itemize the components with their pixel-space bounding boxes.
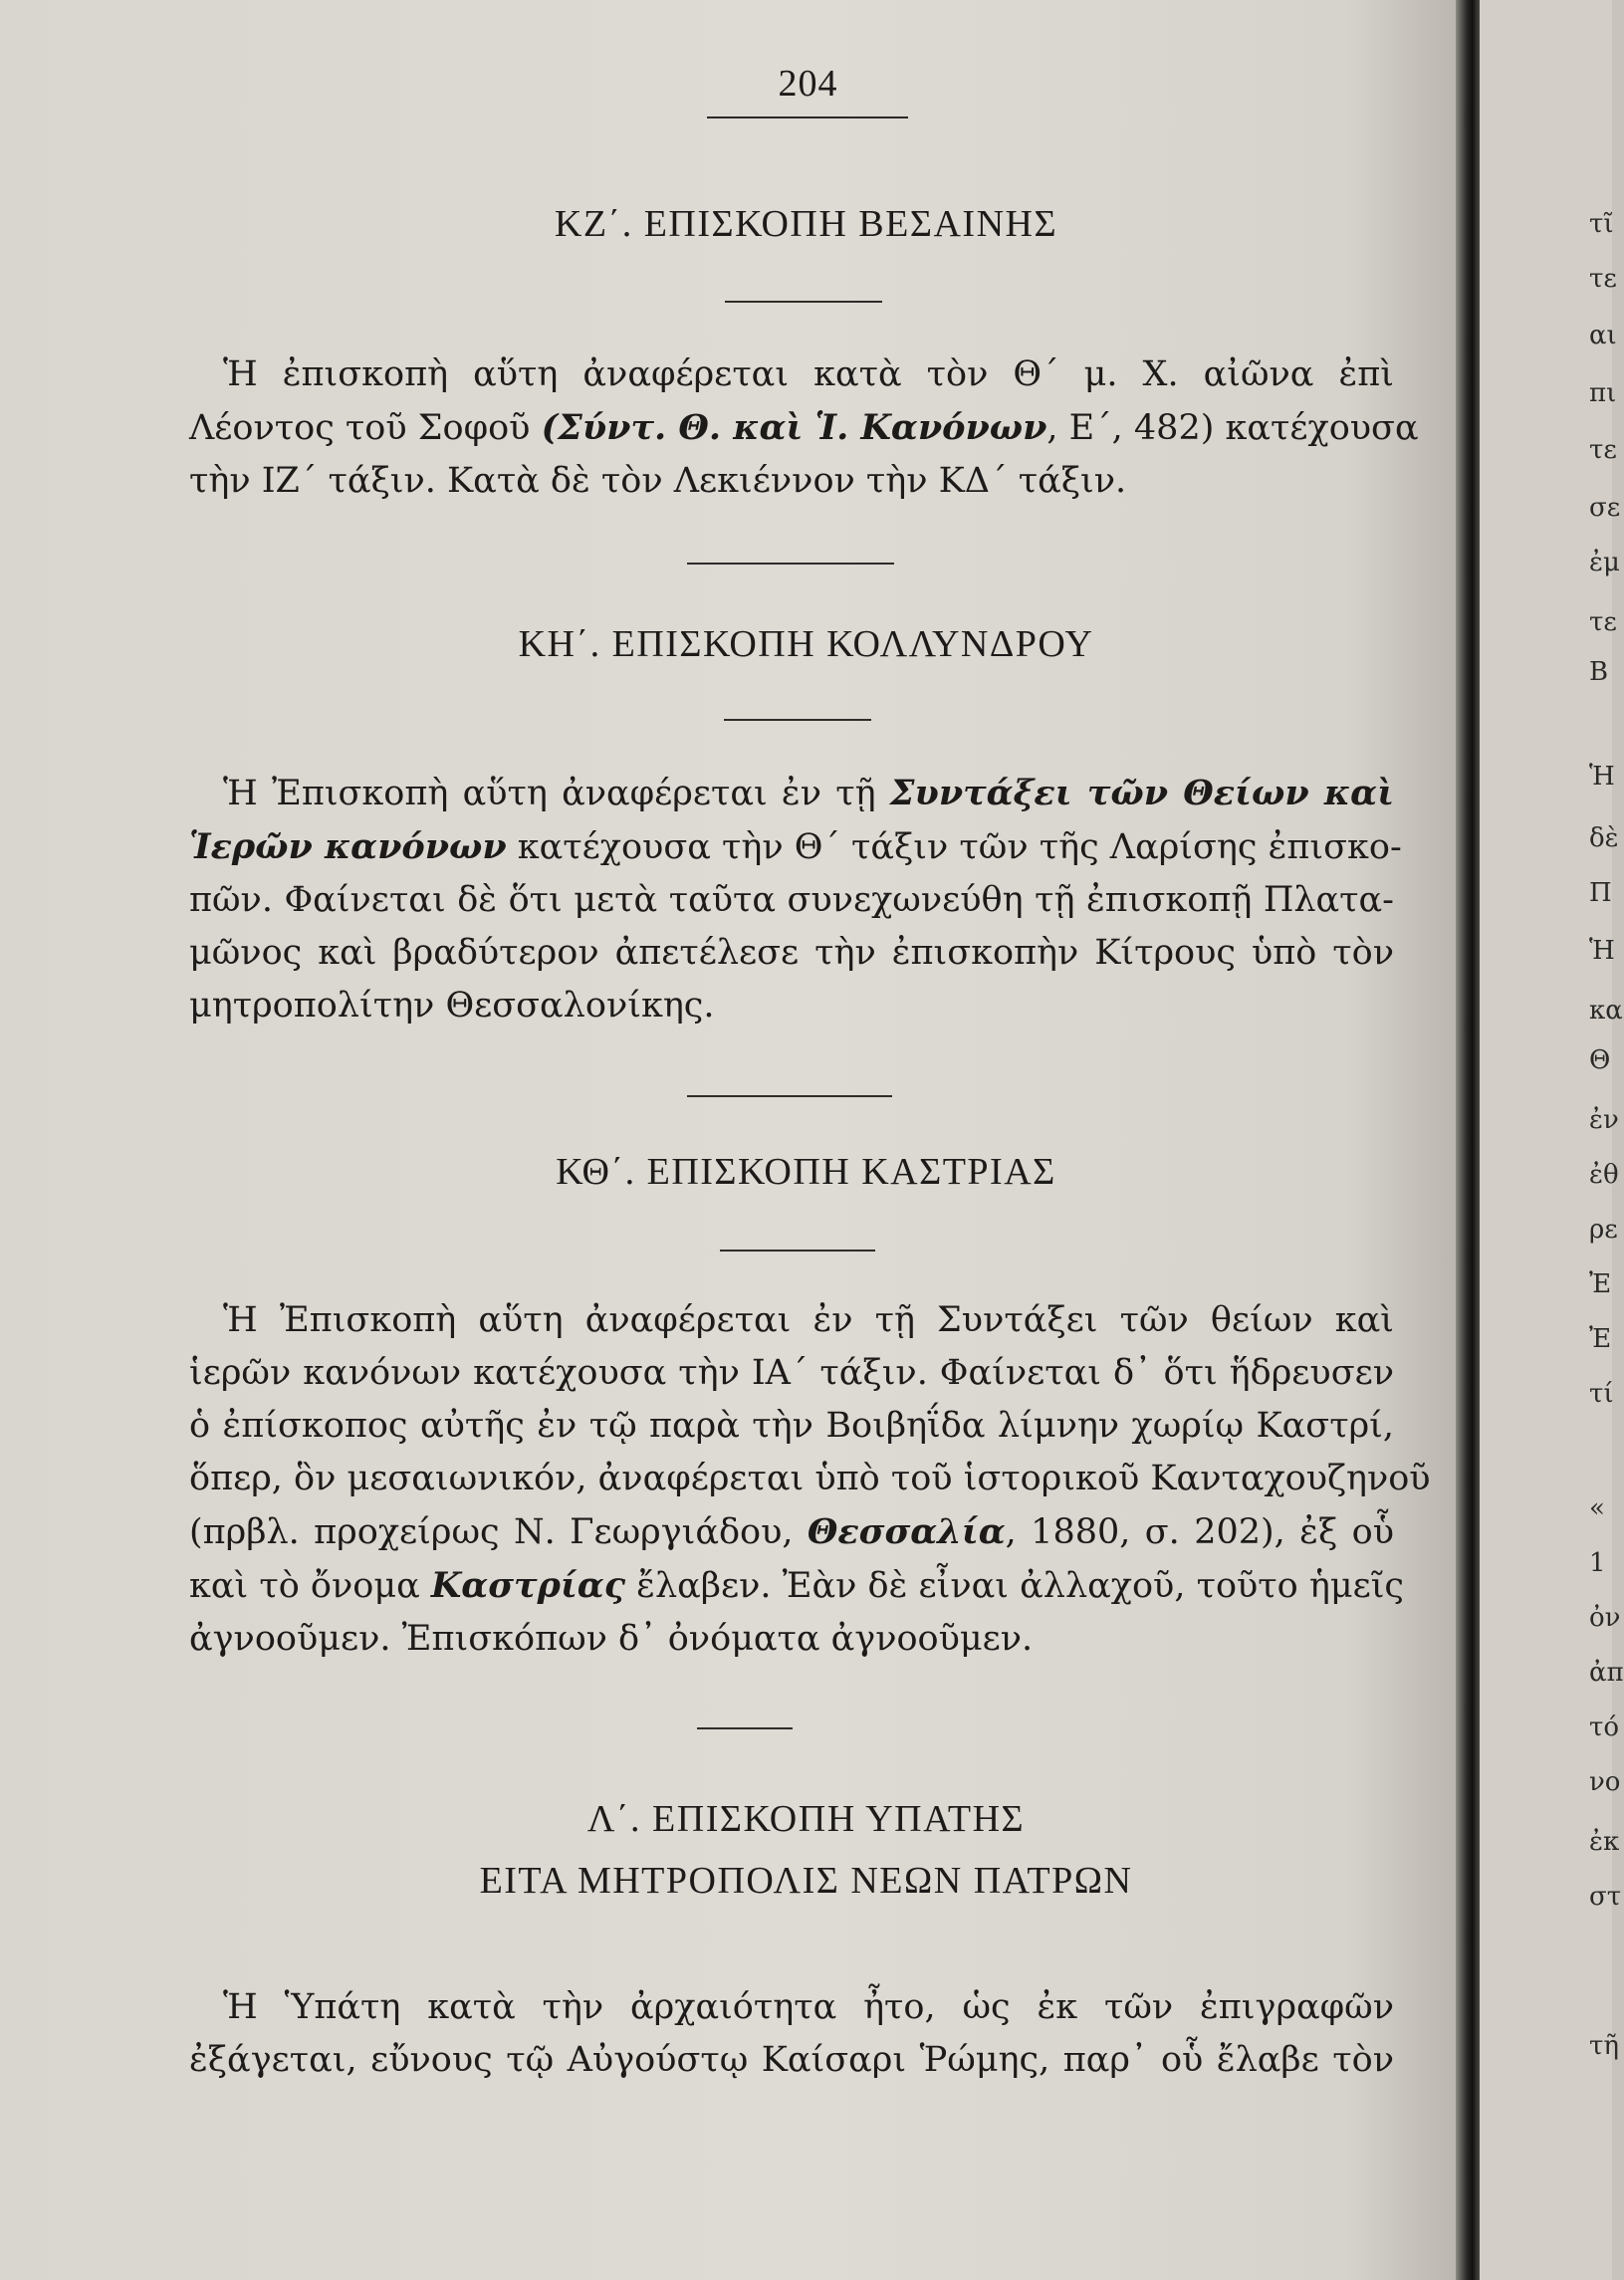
section-separator: [687, 1095, 892, 1097]
section-heading-kz: ΚΖ΄. ΕΠΙΣΚΟΠΗ ΒΕΣΑΙΝΗΣ: [554, 203, 1058, 245]
facing-page-fragment: ἐκ: [1589, 1827, 1620, 1857]
section-separator: [687, 563, 894, 565]
facing-page-fragment: Β: [1589, 657, 1609, 687]
facing-page-fragment: ὀν: [1589, 1603, 1621, 1633]
paragraph-line: ὁ ἐπίσκοπος αὐτῆς ἐν τῷ παρὰ τὴν Βοιβηΐδα λίμνην χωρίῳ Καστρί,: [189, 1406, 1394, 1446]
facing-page-fragment: τό: [1589, 1712, 1620, 1742]
paragraph-line: ἱερῶν κανόνων κατέχουσα τὴν ΙΑ΄ τάξιν. Φαίνεται δ᾽ ὅτι ἥδρευσεν: [189, 1353, 1394, 1393]
facing-page-fragment: σε: [1589, 493, 1621, 523]
facing-page-fragment: τε: [1589, 264, 1617, 294]
paragraph-line: Ἡ Ἐπισκοπὴ αὕτη ἀναφέρεται ἐν τῇ Συντάξει τῶν Θείων καὶ: [223, 773, 1395, 813]
paragraph-line: μητροπολίτην Θεσσαλονίκης.: [189, 986, 715, 1026]
paragraph-line: ὅπερ, ὃν μεσαιωνικόν, ἀναφέρεται ὑπὸ τοῦ ἱστορικοῦ Κανταχουζηνοῦ: [189, 1459, 1431, 1498]
facing-page-fragment: τί: [1589, 1379, 1614, 1409]
paragraph-line: Ἡ Ὑπάτη κατὰ τὴν ἀρχαιότητα ἦτο, ὡς ἐκ τῶν ἐπιγραφῶν: [223, 1987, 1394, 2027]
facing-page-fragment: ἀπ: [1589, 1658, 1624, 1688]
section-heading-kh: ΚΗ΄. ΕΠΙΣΚΟΠΗ ΚΟΛΛΥΝΔΡΟΥ: [518, 623, 1094, 665]
section-paragraph-kth: [189, 1294, 1431, 1666]
facing-page-fragment: αι: [1589, 321, 1617, 350]
section-rule: [724, 719, 871, 721]
facing-page-fragment: «: [1589, 1493, 1605, 1523]
paragraph-line: μῶνος καὶ βραδύτερον ἀπετέλεσε τὴν ἐπισκοπὴν Κίτρους ὑπὸ τὸν: [189, 933, 1394, 973]
paragraph-line: πῶν. Φαίνεται δὲ ὅτι μετὰ ταῦτα συνεχωνεύθη τῇ ἐπισκοπῇ Πλατα-: [189, 880, 1394, 920]
facing-page-fragment: ρε: [1589, 1215, 1618, 1245]
facing-page-fragment: στ: [1589, 1882, 1622, 1912]
facing-page-fragment: Ἡ: [1589, 762, 1615, 792]
facing-page-fragment: δὲ: [1589, 823, 1619, 853]
facing-page-fragment: τῖ: [1589, 209, 1614, 239]
paragraph-line: τὴν ΙΖ΄ τάξιν. Κατὰ δὲ τὸν Λεκιέννον τὴν ΚΔ΄ τάξιν.: [189, 461, 1127, 501]
section-paragraph-kz: [189, 348, 1419, 508]
facing-page-edge: [1480, 0, 1624, 2280]
section-heading-kth: ΚΘ΄. ΕΠΙΣΚΟΠΗ ΚΑΣΤΡΙΑΣ: [556, 1151, 1056, 1193]
section-heading-l: Λ΄. ΕΠΙΣΚΟΠΗ ΥΠΑΤΗΣ: [586, 1798, 1026, 1840]
paragraph-line: Λέοντος τοῦ Σοφοῦ (Σύντ. Θ. καὶ Ἱ. Κανόνων, Ε΄, 482) κατέχουσα: [189, 407, 1419, 448]
paragraph-line: Ἡ Ἐπισκοπὴ αὕτη ἀναφέρεται ἐν τῇ Συντάξει τῶν θείων καὶ: [223, 1300, 1394, 1340]
facing-page-fragment: τῆ: [1589, 2031, 1619, 2061]
facing-page-fragment: ἐν: [1589, 1105, 1619, 1135]
facing-page-fragment: Π: [1589, 878, 1612, 908]
facing-page-fragment: 1: [1589, 1548, 1606, 1578]
facing-page-fragment: κα: [1589, 996, 1623, 1026]
facing-page-fragment: τε: [1589, 435, 1617, 465]
facing-page-fragment: Ἐ: [1589, 1269, 1612, 1299]
paragraph-line: ἐξάγεται, εὔνους τῷ Αὐγούστῳ Καίσαρι Ῥώμης, παρ᾽ οὗ ἔλαβε τὸν: [189, 2040, 1394, 2080]
facing-page-fragment: Θ: [1589, 1045, 1611, 1075]
section-rule: [725, 301, 882, 303]
facing-page-fragment: πι: [1589, 378, 1617, 408]
section-paragraph-l: [189, 1981, 1394, 2087]
page-number-rule: [707, 116, 908, 118]
facing-page-fragment: τε: [1589, 607, 1617, 637]
facing-page-fragment: Ἐ: [1589, 1324, 1612, 1354]
page-number: 204: [778, 63, 838, 105]
facing-page-fragment: ἐθ: [1589, 1160, 1619, 1190]
facing-page-fragment: νο: [1589, 1767, 1621, 1797]
facing-page-fragment: ἐμ: [1589, 548, 1620, 577]
section-subheading-l: ΕΙΤΑ ΜΗΤΡΟΠΟΛΙΣ ΝΕΩΝ ΠΑΤΡΩΝ: [479, 1860, 1133, 1902]
section-paragraph-kh: [189, 767, 1402, 1032]
paragraph-line: καὶ τὸ ὄνομα Καστρίας ἔλαβεν. Ἐὰν δὲ εἶναι ἀλλαχοῦ, τοῦτο ἡμεῖς: [189, 1565, 1405, 1606]
paragraph-line: (πρβλ. προχείρως Ν. Γεωργιάδου, Θεσσαλία, 1880, σ. 202), ἐξ οὗ: [189, 1511, 1394, 1552]
paragraph-line: ἀγνοοῦμεν. Ἐπισκόπων δ᾽ ὀνόματα ἀγνοοῦμεν.: [189, 1619, 1034, 1659]
book-gutter: [1456, 0, 1480, 2280]
paragraph-line: Ἡ ἐπισκοπὴ αὕτη ἀναφέρεται κατὰ τὸν Θ΄ μ. Χ. αἰῶνα ἐπὶ: [223, 354, 1394, 394]
section-separator: [697, 1727, 793, 1729]
paragraph-line: Ἱερῶν κανόνων κατέχουσα τὴν Θ΄ τάξιν τῶν τῆς Λαρίσης ἐπισκο-: [189, 826, 1402, 867]
section-rule: [720, 1250, 875, 1252]
facing-page-fragment: Ἡ: [1589, 936, 1615, 966]
